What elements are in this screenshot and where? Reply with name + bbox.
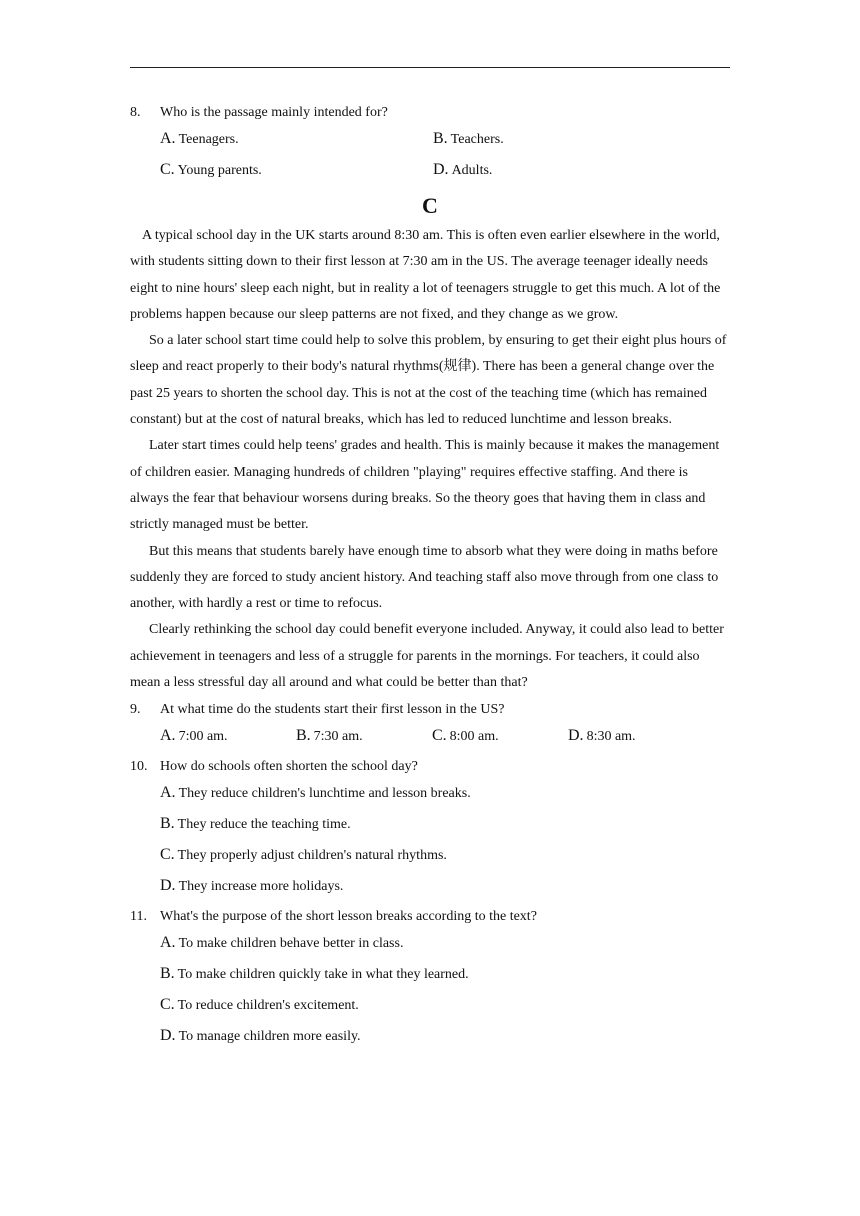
- question-number: 10.: [130, 759, 148, 775]
- option-c: C. 8:00 am.: [432, 727, 499, 745]
- option-d: D. To manage children more easily.: [160, 1027, 361, 1045]
- option-a: A. Teenagers.: [160, 130, 239, 147]
- option-c: C. Young parents.: [160, 161, 262, 178]
- option-b: B. To make children quickly take in what they learned.: [160, 965, 469, 983]
- question-8: [130, 103, 730, 123]
- question-10-options: [130, 783, 730, 907]
- question-number: 9.: [130, 702, 141, 718]
- question-number: 11.: [130, 909, 147, 925]
- option-a: A. To make children behave better in class.: [160, 934, 404, 952]
- question-text: How do schools often shorten the school day?: [160, 759, 418, 775]
- question-11: [130, 907, 730, 927]
- question-text: At what time do the students start their first lesson in the US?: [160, 702, 505, 718]
- option-a: A. 7:00 am.: [160, 727, 228, 745]
- question-8-options: [130, 129, 730, 191]
- question-11-options: [130, 933, 730, 1057]
- passage-paragraph-3: Later start times could help teens' grades and health. This is mainly because it makes the management of children easier. Managing hundreds of children "playing" requires effective staffing. And there is always the fear that behaviour worsens during breaks. So the theory goes that having them in class and strictly managed must be better.: [130, 438, 720, 533]
- question-9: [130, 700, 730, 720]
- option-b: B. They reduce the teaching time.: [160, 815, 351, 833]
- option-c: C. They properly adjust children's natural rhythms.: [160, 846, 447, 864]
- section-label: C: [422, 193, 438, 218]
- question-text: Who is the passage mainly intended for?: [160, 105, 388, 120]
- question-text: What's the purpose of the short lesson breaks according to the text?: [160, 909, 537, 925]
- question-10: [130, 757, 730, 777]
- passage-paragraph-2: So a later school start time could help to solve this problem, by ensuring to get their eight plus hours of sleep and react properly to their body's natural rhythms(规律). There has been a general change over the past 25 years to shorten the school day. This is not at the cost of the teaching time (which has remained constant) but at the cost of natural breaks, which has led to reduced lunchtime and lesson breaks.: [130, 333, 727, 428]
- option-d: D. They increase more holidays.: [160, 877, 344, 895]
- header-rule: [130, 67, 730, 68]
- passage-paragraph-5: Clearly rethinking the school day could benefit everyone included. Anyway, it could also lead to better achievement in teenagers and less of a struggle for parents in the mornings. For teachers, it could also mean a less stressful day all around and what could be better than that?: [130, 622, 724, 691]
- option-c: C. To reduce children's excitement.: [160, 996, 359, 1014]
- passage-paragraph-4: But this means that students barely have enough time to absorb what they were doing in maths before suddenly they are forced to study ancient history. And teaching staff also move through from one class to another, with hardly a rest or time to refocus.: [130, 543, 719, 612]
- option-d: D. 8:30 am.: [568, 727, 636, 745]
- option-d: D. Adults.: [433, 161, 493, 178]
- document-page: [130, 103, 730, 1057]
- question-number: 8.: [130, 105, 141, 120]
- option-b: B. 7:30 am.: [296, 727, 363, 745]
- option-a: A. They reduce children's lunchtime and lesson breaks.: [160, 784, 471, 802]
- question-9-options: [130, 726, 730, 757]
- option-b: B. Teachers.: [433, 130, 504, 147]
- passage-paragraph-1: A typical school day in the UK starts around 8:30 am. This is often even earlier elsewhere in the world, with students sitting down to their first lesson at 7:30 am in the US. The average teenager ideally needs eight to nine hours' sleep each night, but in reality a lot of teenagers struggle to get this much. A lot of the problems happen because our sleep patterns are not fixed, and they change as we grow.: [130, 228, 721, 322]
